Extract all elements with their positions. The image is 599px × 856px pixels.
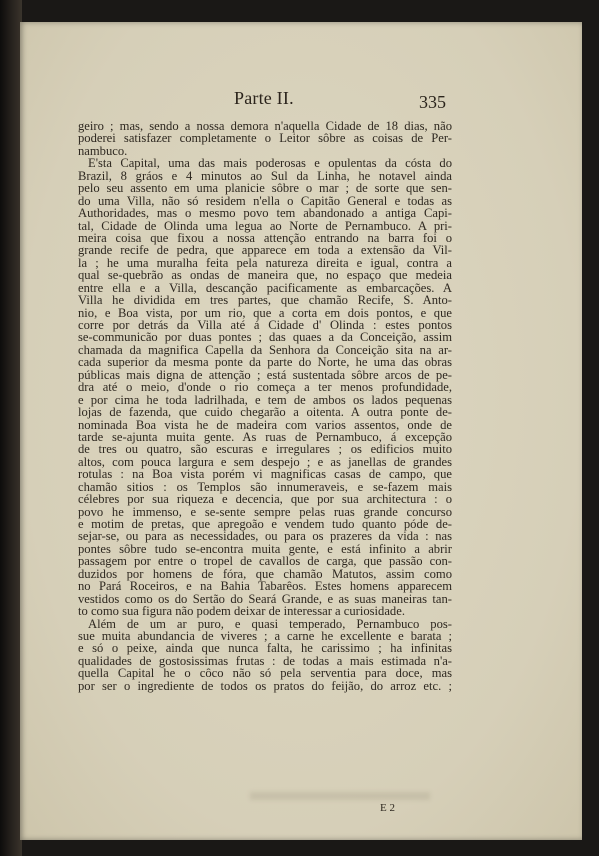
text-line: to como sua figura não podem deixar de interessar a curiosidade. [78,604,405,619]
text-line: pelo seu assento em uma planicie sôbre o mar ; de sorte que sen- [78,181,452,196]
body-text [78,120,452,692]
text-line: la ; he uma muralha feita pela natureza direita e igual, contra a [78,255,452,270]
text-line: qualidades de gostosissimas frutas : de todas a mais estimada n'a- [78,653,452,668]
text-line: pontes sôbre tudo se-encontra muita gente, e está infinito a abrir [78,541,452,556]
text-line: tal, Cidade de Olinda uma legua ao Norte de Pernambuco. A pri- [78,218,452,233]
text-line: entre ella e a Villa, descanção pacificamente as embarcações. A [78,280,452,295]
text-line: célebres por sua riqueza e decencia, que por sua architectura : o [78,492,452,507]
text-line: por ser o ingrediente de todos os pratos do feijão, do arroz etc. ; [78,678,452,693]
text-line: povo he immenso, e se-sente sempre pelas ruas grande concurso [78,504,452,519]
text-line: E'sta Capital, uma das mais poderosas e opulentas da cósta do [88,156,452,171]
text-line: de tres ou quatro, são escuras e irregulares ; os edificios muito [78,442,452,457]
text-line: corre por detrás da Villa até á Cidade d' Olinda : estes pontos [78,318,452,332]
text-line: chamada da magnifica Capella da Senhora da Conceição sita na ar- [78,342,452,357]
text-line: dra até o meio, d'onde o rio começa a ter menos profundidade, [78,380,452,395]
text-line: e por cima he toda ladrilhada, e tem de ambos os lados pequenas [78,392,452,407]
text-line: nominada Boa vista he de madeira com varios assentos, onde de [78,417,452,432]
text-line: chamão sitios : os Templos são innumeraveis, e se-fazem mais [78,479,452,494]
text-line: quella Capital he o côco não só pela serventia para doce, mas [78,666,452,681]
text-line: e só o peixe, ainda que nunca falta, he carissimo ; ha infinitas [78,641,452,656]
text-line: lojas de fazenda, que cuido chegarão a oitenta. A outra ponte de- [78,405,452,420]
text-line: duzidos por homens de fóra, que chamão Matutos, assim como [78,566,452,581]
text-line: Villa he dividida em tres partes, que chamão Recife, S. Anto- [78,293,452,308]
text-line: do uma Villa, não só residem n'ella o Capitão General e todas as [78,193,452,208]
text-line: se-communicão por duas pontes ; das quaes a da Conceição, assim [78,330,452,345]
show-through-ink [250,792,430,800]
text-line: poderei satisfazer completamente o Leitor sôbre as coisas de Per- [78,131,452,146]
text-line: sue muita abundancia de viveres ; a carne he excellente e barata ; [78,628,452,643]
text-line: nambuco. [78,143,128,158]
text-line: grande recife de pedra, que apparece em toda a extensão da Vil- [78,243,452,258]
text-line: Authoridades, mas o mesmo povo tem abandonado a antiga Capi- [78,206,452,221]
book-spine [0,0,22,856]
text-line: e motim de pretas, que apregoão e vendem tudo quanto póde de- [78,517,452,531]
text-line: tarde se-ajunta muita gente. As ruas de Pernambuco, á excepção [78,429,452,444]
text-line: no Pará Roceiros, e na Bahia Tabarêos. Estes homens apparecem [78,579,452,594]
text-line: cada superior da mesma ponte da parte do Norte, he uma das obras [78,355,452,370]
text-line: meira coisa que fixou a nossa attenção entrando na barra foi o [78,230,452,245]
page-header [20,88,582,118]
text-line: nio, e Boa vista, por um rio, que a corta em dois pontos, e que [78,305,452,320]
page-number: 335 [419,92,446,112]
text-line: altos, com pouca largura e sem despejo ; e as janellas de grandes [78,454,452,469]
book-page [20,22,582,840]
text-line: Brazil, 8 gráos e 4 minutos ao Sul da Linha, he notavel ainda [78,168,452,183]
text-line: públicas mais digna de attenção ; está sustentada sôbre arcos de pe- [78,367,452,382]
text-line: rotulas : na Boa vista porém vi magnificas casas de campo, que [78,467,452,482]
text-line: geiro ; mas, sendo a nossa demora n'aquella Cidade de 18 dias, não [78,119,452,133]
running-head: Parte II. [234,88,294,108]
signature-mark: E 2 [380,802,395,814]
text-line: Além de um ar puro, e quasi temperado, Pernambuco pos- [88,616,452,631]
text-line: vestidos como os do Sertão do Seará Grande, e as suas maneiras tan- [78,591,452,606]
text-line: passagem por entre o tropel de cavallos de carga, que passão con- [78,554,452,569]
text-line: qual se-quebrão as ondas de maneira que, no espaço que medeia [78,268,452,283]
text-line: sejar-se, ou para as necessidades, ou para os prazeres da vida : nas [78,529,452,544]
